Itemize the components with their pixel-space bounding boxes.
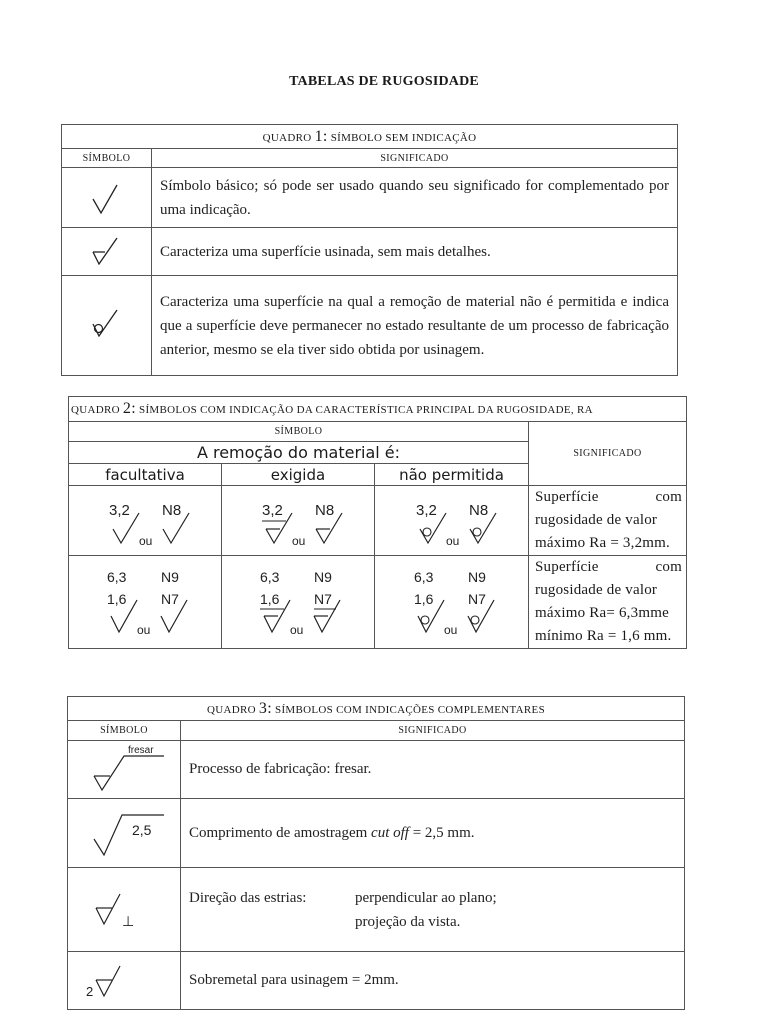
ou-label: ou: [292, 533, 306, 548]
page-title: TABELAS DE RUGOSIDADE: [289, 74, 479, 89]
max-grade-label: N9: [161, 569, 179, 585]
machined-roughness-symbol-icon: [62, 228, 152, 276]
q1-meaning-3: Caracteriza uma superfície na qual a remoção de material não é permitida e indica que a superfície deve permanecer no estado resultante de um processo de fabricação anterior, mesmo se ela tiver sido obtida por usinagem.: [152, 276, 678, 376]
quadro-3-caption: [68, 697, 685, 721]
cutoff-label: 2,5: [132, 822, 152, 838]
ou-label: ou: [443, 623, 457, 637]
symbol-nao-permitida-ra-6-3-1-6: [375, 556, 529, 649]
cutoff-roughness-symbol-icon: [68, 799, 181, 868]
ou-label: ou: [137, 623, 151, 637]
max-value-label: 6,3: [107, 569, 127, 585]
min-value-label: 1,6: [413, 591, 433, 607]
col-header-meaning: SIGNIFICADO: [181, 721, 685, 741]
max-value-label: 6,3: [260, 569, 280, 585]
col-header-meaning: SIGNIFICADO: [529, 422, 687, 486]
symbol-facultativa-ra-6-3-1-6: [69, 556, 222, 649]
caption-number: 1:: [314, 127, 328, 145]
grade-label: N8: [315, 501, 335, 519]
perpendicular-label: ⊥: [122, 912, 135, 929]
min-value-label: 1,6: [107, 591, 127, 607]
caption-prefix: QUADRO: [262, 131, 312, 144]
quadro-1-caption: [62, 125, 678, 149]
symbol-facultativa-ra-3-2: [69, 486, 222, 556]
min-value-label: 1,6: [260, 591, 280, 607]
meaning-line: perpendicular ao plano;: [355, 889, 497, 906]
caption-number: 2:: [122, 400, 136, 417]
min-grade-label: N7: [467, 591, 486, 607]
col-header-symbol: SÍMBOLO: [69, 422, 529, 442]
meaning-label: Direção das estrias:: [189, 889, 307, 906]
caption-prefix: QUADRO: [71, 404, 120, 416]
allowance-roughness-symbol-icon: [68, 952, 181, 1010]
fresar-roughness-symbol-icon: [68, 741, 181, 799]
value-label: 3,2: [262, 501, 283, 519]
q2-meaning-row-2: [529, 556, 687, 649]
meaning-line: projeção da vista.: [355, 913, 461, 930]
quadro-2-caption: [69, 397, 687, 422]
quadro-1-table: [61, 124, 678, 376]
q3-meaning-3: [181, 868, 685, 952]
sub-header-nao-permitida: não permitida: [375, 464, 529, 486]
symbol-exigida-ra-6-3-1-6: [222, 556, 375, 649]
q1-meaning-2: Caracteriza uma superfície usinada, sem mais detalhes.: [152, 228, 678, 276]
symbol-nao-permitida-ra-3-2: [375, 486, 529, 556]
caption-number: 3:: [258, 699, 272, 717]
q3-meaning-1: Processo de fabricação: fresar.: [181, 741, 685, 799]
meaning-line: rugosidade de valor: [535, 582, 658, 598]
lay-direction-roughness-symbol-icon: [68, 868, 181, 952]
col-header-symbol: SÍMBOLO: [68, 721, 181, 741]
sub-header-facultativa: facultativa: [69, 464, 222, 486]
q1-meaning-1: Símbolo básico; só pode ser usado quando seu significado for complementado por uma indicação.: [152, 168, 678, 228]
meaning-line: Superfície com: [535, 559, 682, 575]
max-value-label: 6,3: [413, 569, 433, 585]
ou-label: ou: [445, 533, 459, 548]
sub-header-exigida: exigida: [222, 464, 375, 486]
caption-text: SÍMBOLOS COM INDICAÇÕES COMPLEMENTARES: [275, 703, 545, 716]
removal-header: A remoção do material é:: [69, 442, 529, 464]
caption-prefix: QUADRO: [207, 703, 256, 716]
ou-label: ou: [139, 533, 153, 548]
meaning-suffix: = 2,5 mm.: [408, 824, 475, 841]
ou-label: ou: [290, 623, 304, 637]
min-grade-label: N7: [314, 591, 332, 607]
quadro-2-table: [68, 396, 687, 649]
meaning-line: rugosidade de valor: [535, 512, 658, 528]
basic-roughness-symbol-icon: [62, 168, 152, 228]
symbol-exigida-ra-3-2: [222, 486, 375, 556]
meaning-line: máximo Ra = 3,2mm.: [535, 535, 670, 551]
meaning-line: Superfície com: [535, 489, 682, 505]
value-label: 3,2: [109, 501, 130, 519]
meaning-prefix: Comprimento de amostragem: [189, 824, 372, 841]
grade-label: N8: [162, 501, 182, 519]
meaning-line: mínimo Ra = 1,6 mm.: [535, 628, 672, 644]
caption-text: SÍMBOLO SEM INDICAÇÃO: [330, 131, 477, 144]
caption-text: SÍMBOLOS COM INDICAÇÃO DA CARACTERÍSTICA PRINCIPAL DA RUGOSIDADE, RA: [139, 404, 593, 416]
meaning-line: máximo Ra= 6,3mme: [535, 605, 669, 621]
grade-label: N8: [468, 501, 488, 519]
process-label: fresar: [128, 744, 154, 756]
value-label: 3,2: [415, 501, 437, 519]
min-grade-label: N7: [161, 591, 179, 607]
q2-meaning-row-1: [529, 486, 687, 556]
allowance-label: 2: [86, 983, 94, 999]
quadro-3-table: [67, 696, 685, 1010]
col-header-meaning: SIGNIFICADO: [152, 149, 678, 168]
max-grade-label: N9: [314, 569, 332, 585]
no-removal-roughness-symbol-icon: [62, 276, 152, 376]
q3-meaning-2: [181, 799, 685, 868]
cut-off-term: cut off: [371, 824, 409, 841]
col-header-symbol: SÍMBOLO: [62, 149, 152, 168]
max-grade-label: N9: [467, 569, 486, 585]
q3-meaning-4: Sobremetal para usinagem = 2mm.: [181, 952, 685, 1010]
